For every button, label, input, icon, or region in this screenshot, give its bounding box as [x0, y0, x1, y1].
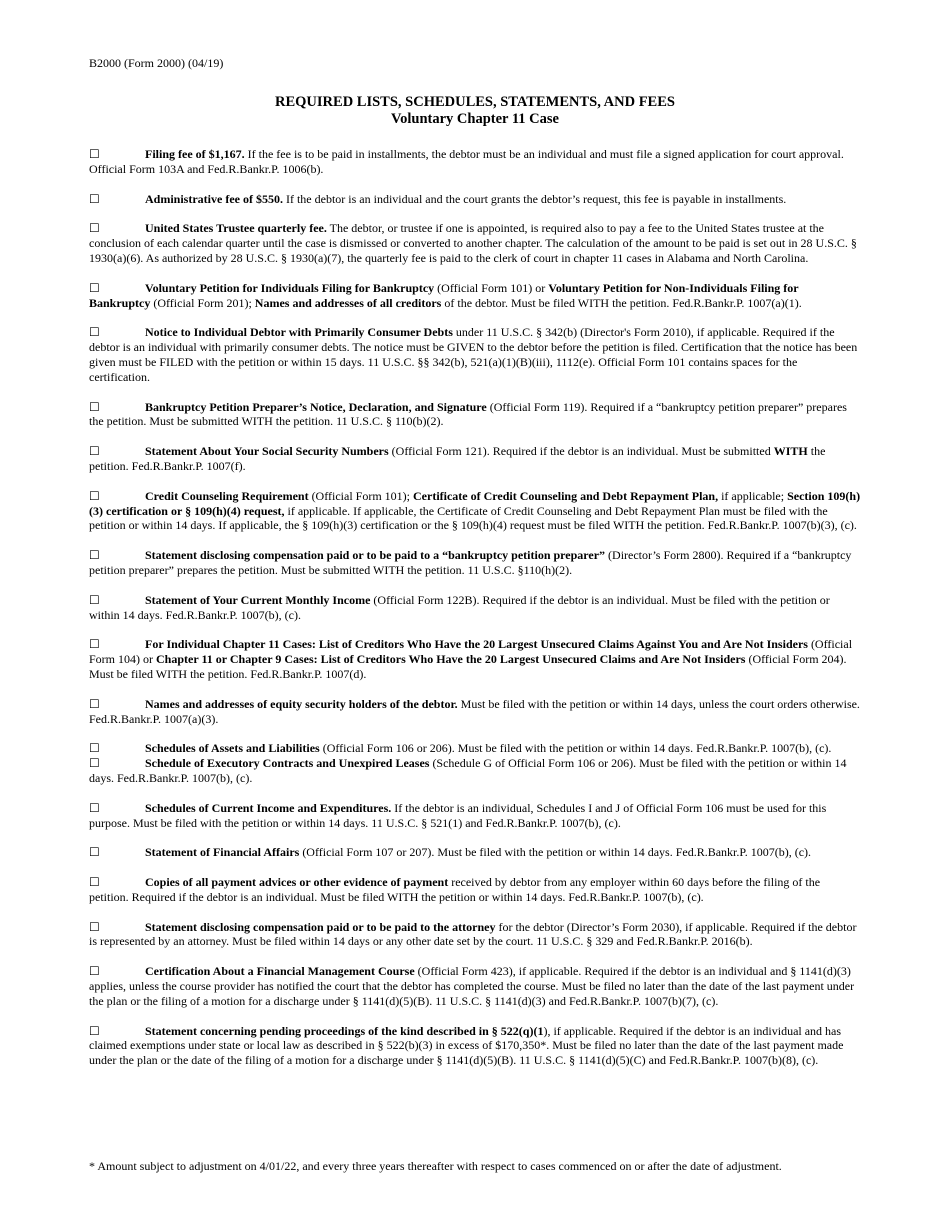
- checkbox-icon[interactable]: ☐: [89, 399, 100, 414]
- requirement-item: [89, 548, 861, 578]
- checkbox-icon[interactable]: ☐: [89, 280, 100, 295]
- item-text: (Director’s Form 2800). Required if a “bankruptcy petition preparer” prepares the petition. Must be submitted WITH the petition. 11 U.S.C. §110(h)(2).: [89, 548, 852, 577]
- checkbox-icon[interactable]: ☐: [89, 592, 100, 607]
- checkbox-icon[interactable]: ☐: [89, 845, 100, 860]
- checkbox-icon[interactable]: ☐: [89, 221, 100, 236]
- checkbox-icon[interactable]: ☐: [89, 964, 100, 979]
- item-text: (Official Form 122B). Required if the debtor is an individual. Must be filed with the petition or within 14 days. Fed.R.Bankr.P. 1007(b), (c).: [89, 592, 830, 622]
- checkbox-icon[interactable]: ☐: [89, 800, 100, 815]
- requirement-item: [89, 964, 861, 1008]
- item-heading: Statement of Financial Affairs: [145, 845, 300, 860]
- item-heading: Voluntary Petition for Individuals Filing for Bankruptcy: [145, 280, 435, 295]
- checkbox-icon[interactable]: ☐: [89, 696, 100, 711]
- requirement-item: [89, 920, 861, 950]
- item-text: if applicable. If applicable, the Certificate of Credit Counseling and Debt Repayment Plan must be filed with the petition or within 14 days. If applicable, the § 109(h)(3) certification or the § 109(h)(4) request must be filed WITH the petition. Fed.R.Bankr.P. 1007(b)(3), (c).: [89, 503, 857, 533]
- item-text: (Official Form 106 or 206). Must be filed with the petition or within 14 days. Fed.R.Bankr.P. 1007(b), (c).: [319, 741, 832, 756]
- checkbox-icon[interactable]: ☐: [89, 919, 100, 934]
- item-heading: WITH: [773, 444, 808, 459]
- item-heading: Statement About Your Social Security Numbers: [145, 444, 389, 459]
- item-text: If the debtor is an individual, Schedules I and J of Official Form 106 must be used for this purpose. Must be filed with the petition or within 14 days. 11 U.S.C. § 521(1) and Fed.R.Bankr.P. 1007(b), (c).: [89, 800, 827, 830]
- item-text: received by debtor from any employer within 60 days before the filing of the petition. Required if the debtor is an individual. Must be filed WITH the petition or within 14 days. Fed.R.Bankr.P. 1007(b), (c).: [89, 875, 821, 904]
- item-heading: Credit Counseling Requirement: [145, 488, 309, 503]
- page-title: REQUIRED LISTS, SCHEDULES, STATEMENTS, AND FEES: [275, 94, 675, 110]
- requirement-item: [89, 697, 861, 727]
- requirement-item: [89, 444, 861, 474]
- requirement-item: [89, 875, 861, 905]
- item-heading: Filing fee of $1,167.: [145, 147, 245, 161]
- checkbox-icon[interactable]: ☐: [89, 147, 100, 161]
- requirement-item: [89, 325, 861, 384]
- item-text: If the fee is to be paid in installments, the debtor must be an individual and must file a signed application for court approval. Official Form 103A and Fed.R.Bankr.P. 1006(b).: [89, 147, 844, 176]
- item-heading: Copies of all payment advices or other evidence of payment: [145, 875, 449, 890]
- item-heading: Administrative fee of $550.: [145, 191, 283, 206]
- item-heading: Bankruptcy Petition Preparer’s Notice, Declaration, and Signature: [145, 399, 487, 414]
- requirements-list: [89, 147, 861, 1068]
- item-text: (Official Form 101);: [308, 488, 413, 503]
- item-heading: Schedules of Assets and Liabilities: [145, 741, 320, 756]
- item-heading: Statement disclosing compensation paid or to be paid to the attorney: [145, 919, 496, 934]
- item-heading: Statement concerning pending proceedings of the kind described in § 522(q)(1: [145, 1023, 544, 1038]
- requirement-item: [89, 756, 861, 786]
- item-heading: United States Trustee quarterly fee.: [145, 221, 327, 236]
- item-heading: Voluntary Petition for Non-Individuals Filing for Bankruptcy: [89, 280, 799, 310]
- requirement-item: [89, 192, 861, 207]
- item-text: (Official Form 119). Required if a “bankruptcy petition preparer” prepares the petition. Must be submitted WITH the petition. 11 U.S.C. § 110(b)(2).: [89, 399, 847, 429]
- item-text: of the debtor. Must be filed WITH the petition. Fed.R.Bankr.P. 1007(a)(1).: [441, 295, 802, 310]
- checkbox-icon[interactable]: ☐: [89, 756, 100, 771]
- requirement-item: [89, 147, 861, 177]
- item-heading: Schedules of Current Income and Expenditures.: [145, 800, 392, 815]
- item-text: for the debtor (Director’s Form 2030), if applicable. Required if the debtor is represented by an attorney. Must be filed within 14 days or any other date set by the court. 11 U.S.C. § 329 and Fed.R.Bankr.P. 2016(b).: [89, 919, 857, 949]
- item-heading: Notice to Individual Debtor with Primarily Consumer Debts: [145, 325, 453, 340]
- requirement-item: [89, 593, 861, 623]
- checkbox-icon[interactable]: ☐: [89, 741, 100, 756]
- checkbox-icon[interactable]: ☐: [89, 548, 100, 563]
- checkbox-icon[interactable]: ☐: [89, 1023, 100, 1038]
- item-heading: Schedule of Executory Contracts and Unexpired Leases: [145, 756, 430, 771]
- item-text: (Official Form 107 or 207). Must be filed with the petition or within 14 days. Fed.R.Bankr.P. 1007(b), (c).: [299, 845, 812, 860]
- item-heading: Certification About a Financial Management Course: [145, 964, 415, 979]
- footnote: * Amount subject to adjustment on 4/01/22, and every three years thereafter with respect to cases commenced on or after the date of adjustment.: [89, 1159, 782, 1173]
- checkbox-icon[interactable]: ☐: [89, 875, 100, 890]
- item-heading: Statement disclosing compensation paid or to be paid to a “bankruptcy petition preparer”: [145, 548, 606, 563]
- page-subtitle: Voluntary Chapter 11 Case: [391, 111, 559, 127]
- item-text: (Official Form 204). Must be filed WITH the petition. Fed.R.Bankr.P. 1007(d).: [89, 652, 847, 681]
- checkbox-icon[interactable]: ☐: [89, 444, 100, 459]
- item-text: the petition. Fed.R.Bankr.P. 1007(f).: [89, 444, 826, 473]
- form-identifier: B2000 (Form 2000) (04/19): [89, 56, 224, 70]
- requirement-item: [89, 637, 861, 681]
- requirement-item: [89, 801, 861, 831]
- item-heading: Names and addresses of equity security holders of the debtor.: [145, 696, 458, 711]
- item-heading: For Individual Chapter 11 Cases: List of Creditors Who Have the 20 Largest Unsecured Claims Against You and Are Not Insiders: [145, 637, 808, 652]
- checkbox-icon[interactable]: ☐: [89, 637, 100, 652]
- item-text: if applicable;: [718, 488, 788, 503]
- requirement-item: [89, 221, 861, 265]
- item-heading: Certificate of Credit Counseling and Debt Repayment Plan,: [413, 488, 719, 503]
- item-heading: Section 109(h)(3) certification or § 109(h)(4) request,: [89, 488, 861, 518]
- item-text: (Schedule G of Official Form 106 or 206). Must be filed with the petition or within 14 days. Fed.R.Bankr.P. 1007(b), (c).: [89, 756, 847, 785]
- checkbox-icon[interactable]: ☐: [89, 191, 100, 206]
- requirement-item: [89, 281, 861, 311]
- checkbox-icon[interactable]: ☐: [89, 488, 100, 503]
- item-text: (Official Form 104) or: [89, 637, 853, 667]
- item-text: The debtor, or trustee if one is appointed, is required also to pay a fee to the United States trustee at the conclusion of each calendar quarter until the case is dismissed or converted to another chapter. The calculation of the amount to be paid is set out in 28 U.S.C. § 1930(a)(6). As authorized by 28 U.S.C. § 1930(a)(7), the quarterly fee is paid to the clerk of court in chapter 11 cases in Alabama and North Carolina.: [89, 221, 857, 265]
- item-text: under 11 U.S.C. § 342(b) (Director's Form 2010), if applicable. Required if the debtor is an individual with primarily consumer debts. The notice must be GIVEN to the debtor before the petition is filed. Certification that the notice has been given must be FILED with the petition or within 15 days. 11 U.S.C. §§ 342(b), 521(a)(1)(B)(iii), 1112(e). Official Form 101 contains spaces for the certification.: [89, 325, 858, 384]
- checkbox-icon[interactable]: ☐: [89, 325, 100, 340]
- item-heading: Statement of Your Current Monthly Income: [145, 592, 371, 607]
- item-text: (Official Form 101) or: [434, 280, 549, 295]
- item-heading: Names and addresses of all creditors: [254, 295, 442, 310]
- item-text: (Official Form 201);: [150, 295, 255, 310]
- item-text: (Official Form 121). Required if the debtor is an individual. Must be submitted: [388, 444, 774, 459]
- item-text: Must be filed with the petition or within 14 days, unless the court orders otherwise. Fed.R.Bankr.P. 1007(a)(3).: [89, 696, 860, 726]
- item-text: If the debtor is an individual and the court grants the debtor’s request, this fee is payable in installments.: [282, 191, 787, 206]
- item-heading: Chapter 11 or Chapter 9 Cases: List of Creditors Who Have the 20 Largest Unsecured Claims and Are Not Insiders: [156, 652, 746, 667]
- requirement-item: [89, 400, 861, 430]
- item-text: ), if applicable. Required if the debtor is an individual and has claimed exemptions under state or local law as described in § 522(b)(3) in excess of $170,350*. Must be filed no later than the date of the last payment made under the plan or the date of the filing of a motion for a discharge under § 1141(d)(5)(B). 11 U.S.C. § 1141(d)(5)(C) and Fed.R.Bankr.P. 1007(b)(8), (c).: [89, 1023, 844, 1068]
- item-text: (Official Form 423), if applicable. Required if the debtor is an individual and § 1141(d)(3) applies, unless the course provider has notified the court that the debtor has completed the course. Must be filed no later than the date of the last payment under the plan or the filing of a motion for a discharge under § 1141(d)(5)(B). 11 U.S.C. § 1141(d)(3) and Fed.R.Bankr.P. 1007(b)(7), (c).: [89, 964, 855, 1008]
- requirement-item: [89, 845, 861, 860]
- title-block: [89, 94, 861, 128]
- requirement-item: [89, 489, 861, 533]
- requirement-item: [89, 741, 861, 756]
- requirement-item: [89, 1024, 861, 1068]
